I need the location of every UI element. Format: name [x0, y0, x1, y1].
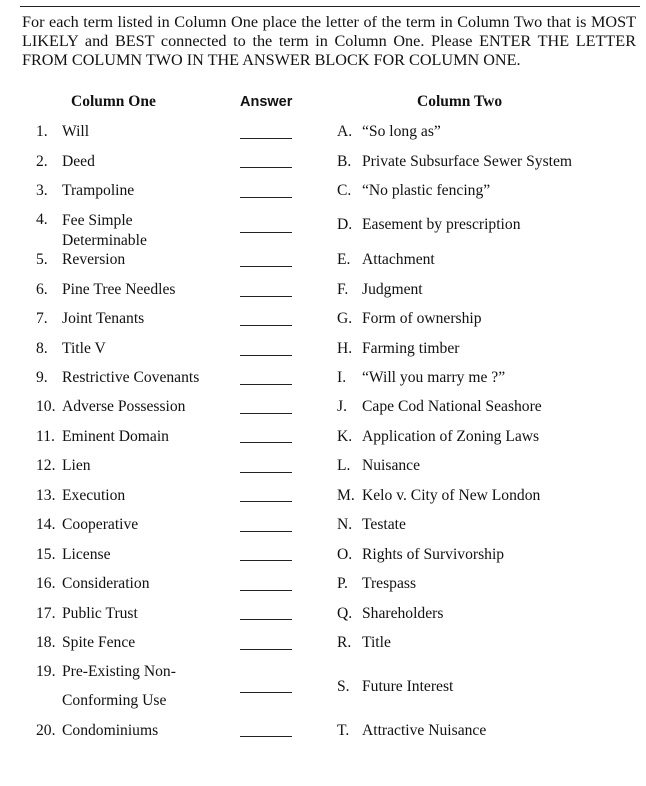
column-one-term: Spite Fence: [62, 634, 136, 651]
choice-letter: S.: [337, 678, 350, 695]
column-two-choice: Form of ownership: [362, 310, 482, 327]
column-one-term-continued: Conforming Use: [62, 692, 167, 709]
answer-blank[interactable]: [240, 649, 292, 650]
answer-blank[interactable]: [240, 325, 292, 326]
term-number: 10.: [36, 398, 56, 415]
column-one-term: Lien: [62, 457, 91, 474]
column-one-term: Consideration: [62, 575, 150, 592]
choice-letter: J.: [337, 398, 347, 415]
column-two-header: Column Two: [417, 93, 503, 110]
term-number: 4.: [36, 211, 48, 228]
top-rule: [20, 6, 640, 7]
choice-letter: C.: [337, 182, 352, 199]
choice-letter: Q.: [337, 605, 353, 622]
answer-blank[interactable]: [240, 296, 292, 297]
answer-blank[interactable]: [240, 384, 292, 385]
choice-letter: I.: [337, 369, 347, 386]
answer-blank[interactable]: [240, 590, 292, 591]
answer-blank[interactable]: [240, 355, 292, 356]
column-one-term: Deed: [62, 153, 95, 170]
term-number: 9.: [36, 369, 48, 386]
term-number: 2.: [36, 153, 48, 170]
answer-blank[interactable]: [240, 619, 292, 620]
term-number: 3.: [36, 182, 48, 199]
column-one-term: Trampoline: [62, 182, 135, 199]
term-number: 14.: [36, 516, 56, 533]
answer-blank[interactable]: [240, 472, 292, 473]
term-number: 19.: [36, 663, 56, 680]
choice-letter: B.: [337, 153, 352, 170]
column-one-header: Column One: [71, 93, 156, 110]
column-one-term: Public Trust: [62, 605, 138, 622]
choice-letter: L.: [337, 457, 351, 474]
column-two-choice: Trespass: [362, 575, 417, 592]
answer-blank[interactable]: [240, 531, 292, 532]
answer-blank[interactable]: [240, 736, 292, 737]
column-two-choice: Judgment: [362, 281, 423, 298]
column-one-term: Reversion: [62, 251, 126, 268]
column-two-choice: “No plastic fencing”: [362, 182, 491, 199]
column-two-choice: Nuisance: [362, 457, 421, 474]
column-one-term: Pine Tree Needles: [62, 281, 176, 298]
term-number: 11.: [36, 428, 55, 445]
choice-letter: D.: [337, 216, 353, 233]
term-number: 12.: [36, 457, 56, 474]
column-two-choice: Testate: [362, 516, 406, 533]
term-number: 8.: [36, 340, 48, 357]
choice-letter: O.: [337, 546, 353, 563]
column-one-term: License: [62, 546, 111, 563]
choice-letter: R.: [337, 634, 352, 651]
column-one-term: Eminent Domain: [62, 428, 169, 445]
column-one-term: Adverse Possession: [62, 398, 186, 415]
answer-blank[interactable]: [240, 442, 292, 443]
column-one-term: Condominiums: [62, 722, 159, 739]
choice-letter: T.: [337, 722, 350, 739]
column-two-choice: Attractive Nuisance: [362, 722, 487, 739]
column-two-choice: Title: [362, 634, 391, 651]
column-two-choice: Kelo v. City of New London: [362, 487, 541, 504]
column-two-choice: Future Interest: [362, 678, 454, 695]
term-number: 1.: [36, 123, 48, 140]
column-one-term: Restrictive Covenants: [62, 369, 200, 386]
column-one-term: Cooperative: [62, 516, 139, 533]
term-number: 6.: [36, 281, 48, 298]
column-one-term: Fee Simple Determinable: [62, 212, 147, 249]
answer-blank[interactable]: [240, 266, 292, 267]
term-number: 18.: [36, 634, 56, 651]
term-number: 7.: [36, 310, 48, 327]
choice-letter: K.: [337, 428, 353, 445]
term-number: 13.: [36, 487, 56, 504]
answer-header: Answer: [240, 94, 293, 110]
column-one-term: Will: [62, 123, 90, 140]
column-two-choice: “Will you marry me ?”: [362, 369, 506, 386]
choice-letter: F.: [337, 281, 349, 298]
answer-blank[interactable]: [240, 413, 292, 414]
column-one-term: Title V: [62, 340, 106, 357]
term-number: 16.: [36, 575, 56, 592]
column-two-choice: Shareholders: [362, 605, 444, 622]
choice-letter: P.: [337, 575, 348, 592]
column-one-term: Execution: [62, 487, 126, 504]
choice-letter: M.: [337, 487, 355, 504]
choice-letter: H.: [337, 340, 353, 357]
answer-blank[interactable]: [240, 692, 292, 693]
choice-letter: E.: [337, 251, 351, 268]
column-two-choice: Easement by prescription: [362, 216, 521, 233]
answer-blank[interactable]: [240, 167, 292, 168]
column-two-choice: Rights of Survivorship: [362, 546, 505, 563]
term-number: 15.: [36, 546, 56, 563]
column-one-term: Joint Tenants: [62, 310, 145, 327]
column-two-choice: “So long as”: [362, 123, 441, 140]
term-number: 20.: [36, 722, 56, 739]
column-two-choice: Private Subsurface Sewer System: [362, 153, 573, 170]
answer-blank[interactable]: [240, 138, 292, 139]
column-two-choice: Application of Zoning Laws: [362, 428, 540, 445]
column-two-choice: Attachment: [362, 251, 435, 268]
answer-blank[interactable]: [240, 232, 292, 233]
instructions: For each term listed in Column One place the letter of the term in Column Two that is MOST LIKELY and BEST connected to the term in Column One. Please ENTER THE LETTER FROM COLUMN TWO IN THE ANSWER BLOCK FOR COLUMN ONE.: [22, 13, 636, 69]
column-two-choice: Farming timber: [362, 340, 460, 357]
term-number: 5.: [36, 251, 48, 268]
answer-blank[interactable]: [240, 197, 292, 198]
column-one-term: Pre-Existing Non-: [62, 663, 176, 680]
answer-blank[interactable]: [240, 560, 292, 561]
term-number: 17.: [36, 605, 56, 622]
choice-letter: G.: [337, 310, 353, 327]
answer-blank[interactable]: [240, 501, 292, 502]
choice-letter: A.: [337, 123, 353, 140]
choice-letter: N.: [337, 516, 353, 533]
column-two-choice: Cape Cod National Seashore: [362, 398, 542, 415]
